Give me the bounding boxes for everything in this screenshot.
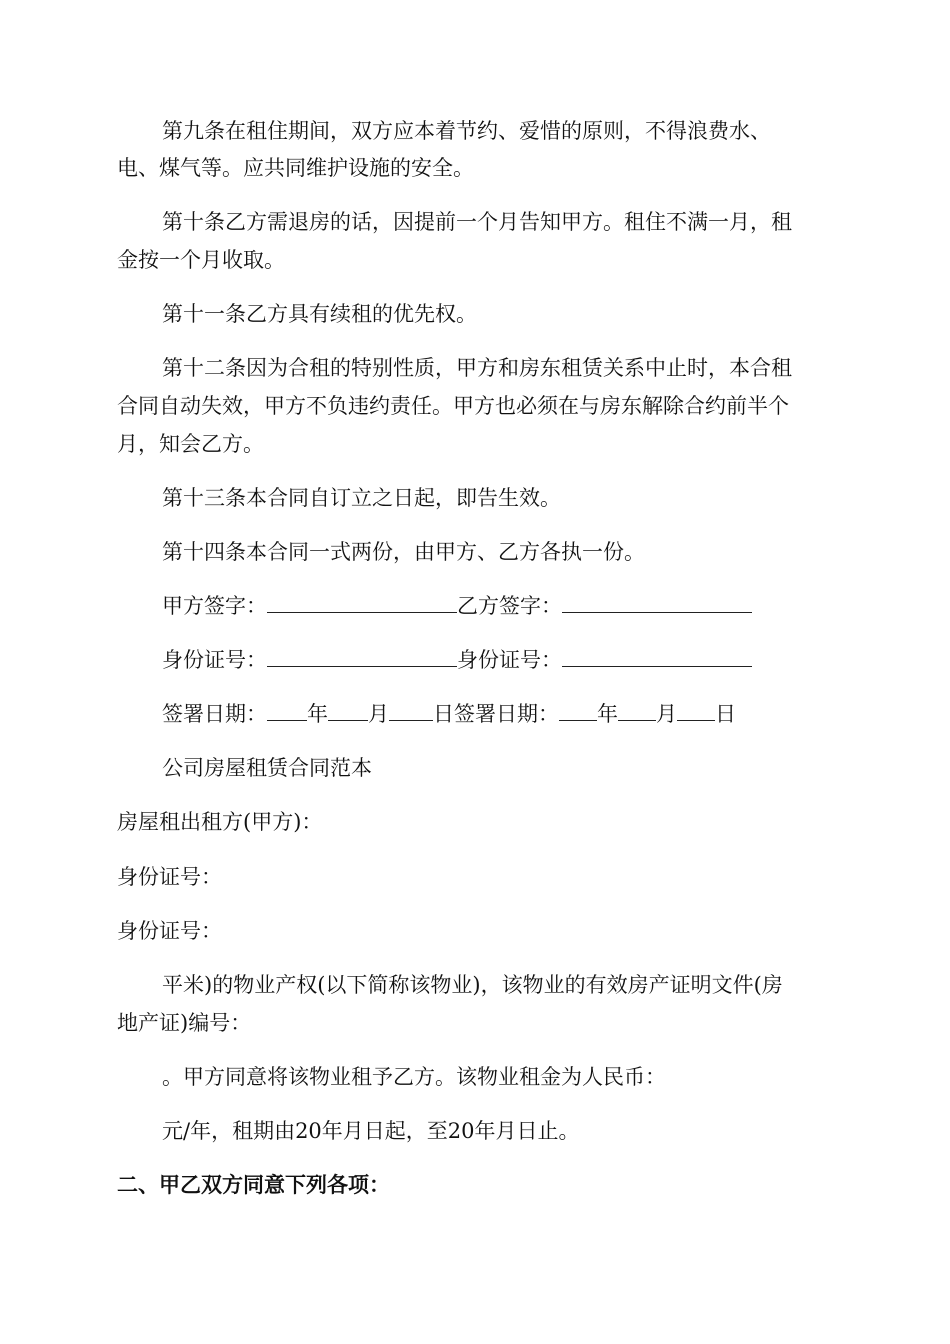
term-line: 元/年，租期由20年月日起，至20年月日止。 bbox=[162, 1119, 580, 1143]
id-label-2: 身份证号： bbox=[117, 919, 222, 943]
party-a-date-label: 签署日期： bbox=[162, 702, 267, 726]
clause-12-line-1: 第十二条因为合租的特别性质，甲方和房东租赁关系中止时，本合租 bbox=[162, 356, 792, 380]
day-label-b: 日 bbox=[715, 702, 736, 726]
party-a-id-label: 身份证号： bbox=[162, 648, 267, 672]
party-b-id-blank bbox=[562, 646, 752, 667]
year-label: 年 bbox=[307, 702, 328, 726]
year-label-b: 年 bbox=[597, 702, 618, 726]
contract-title: 公司房屋租赁合同范本 bbox=[162, 756, 372, 780]
clause-9-line-1: 第九条在租住期间，双方应本着节约、爱惜的原则，不得浪费水、 bbox=[162, 119, 771, 143]
year-blank-b bbox=[559, 700, 597, 721]
rent-line: 。甲方同意将该物业租予乙方。该物业租金为人民币： bbox=[162, 1065, 666, 1089]
clause-13: 第十三条本合同自订立之日起，即告生效。 bbox=[162, 486, 561, 510]
party-b-date-label: 日签署日期： bbox=[433, 702, 559, 726]
day-blank-b bbox=[677, 700, 715, 721]
signature-row bbox=[162, 591, 752, 621]
day-blank bbox=[389, 700, 433, 721]
month-label: 月 bbox=[368, 702, 389, 726]
date-row bbox=[162, 699, 736, 729]
month-blank bbox=[328, 700, 368, 721]
section-heading: 二、甲乙双方同意下列各项： bbox=[117, 1173, 390, 1197]
party-a-sign-label: 甲方签字： bbox=[162, 594, 267, 618]
party-b-sign-label: 乙方签字： bbox=[457, 594, 562, 618]
month-blank-b bbox=[618, 700, 656, 721]
clause-14: 第十四条本合同一式两份，由甲方、乙方各执一份。 bbox=[162, 540, 645, 564]
id-label-1: 身份证号： bbox=[117, 865, 222, 889]
property-line-1: 平米)的物业产权(以下简称该物业)，该物业的有效房产证明文件(房 bbox=[162, 973, 783, 997]
clause-9-line-2: 电、煤气等。应共同维护设施的安全。 bbox=[117, 156, 474, 180]
party-a-sign-blank bbox=[267, 592, 457, 613]
party-b-sign-blank bbox=[562, 592, 752, 613]
clause-10-line-2: 金按一个月收取。 bbox=[117, 248, 285, 272]
year-blank bbox=[267, 700, 307, 721]
id-row bbox=[162, 645, 752, 675]
clause-11: 第十一条乙方具有续租的优先权。 bbox=[162, 302, 477, 326]
party-a-id-blank bbox=[267, 646, 457, 667]
clause-12-line-3: 月，知会乙方。 bbox=[117, 432, 264, 456]
month-label-b: 月 bbox=[656, 702, 677, 726]
lessor-label: 房屋租出租方(甲方)： bbox=[117, 810, 323, 834]
clause-10-line-1: 第十条乙方需退房的话，因提前一个月告知甲方。租住不满一月，租 bbox=[162, 210, 792, 234]
property-line-2: 地产证)编号： bbox=[117, 1011, 252, 1035]
party-b-id-label: 身份证号： bbox=[457, 648, 562, 672]
clause-12-line-2: 合同自动失效，甲方不负违约责任。甲方也必须在与房东解除合约前半个 bbox=[117, 394, 789, 418]
